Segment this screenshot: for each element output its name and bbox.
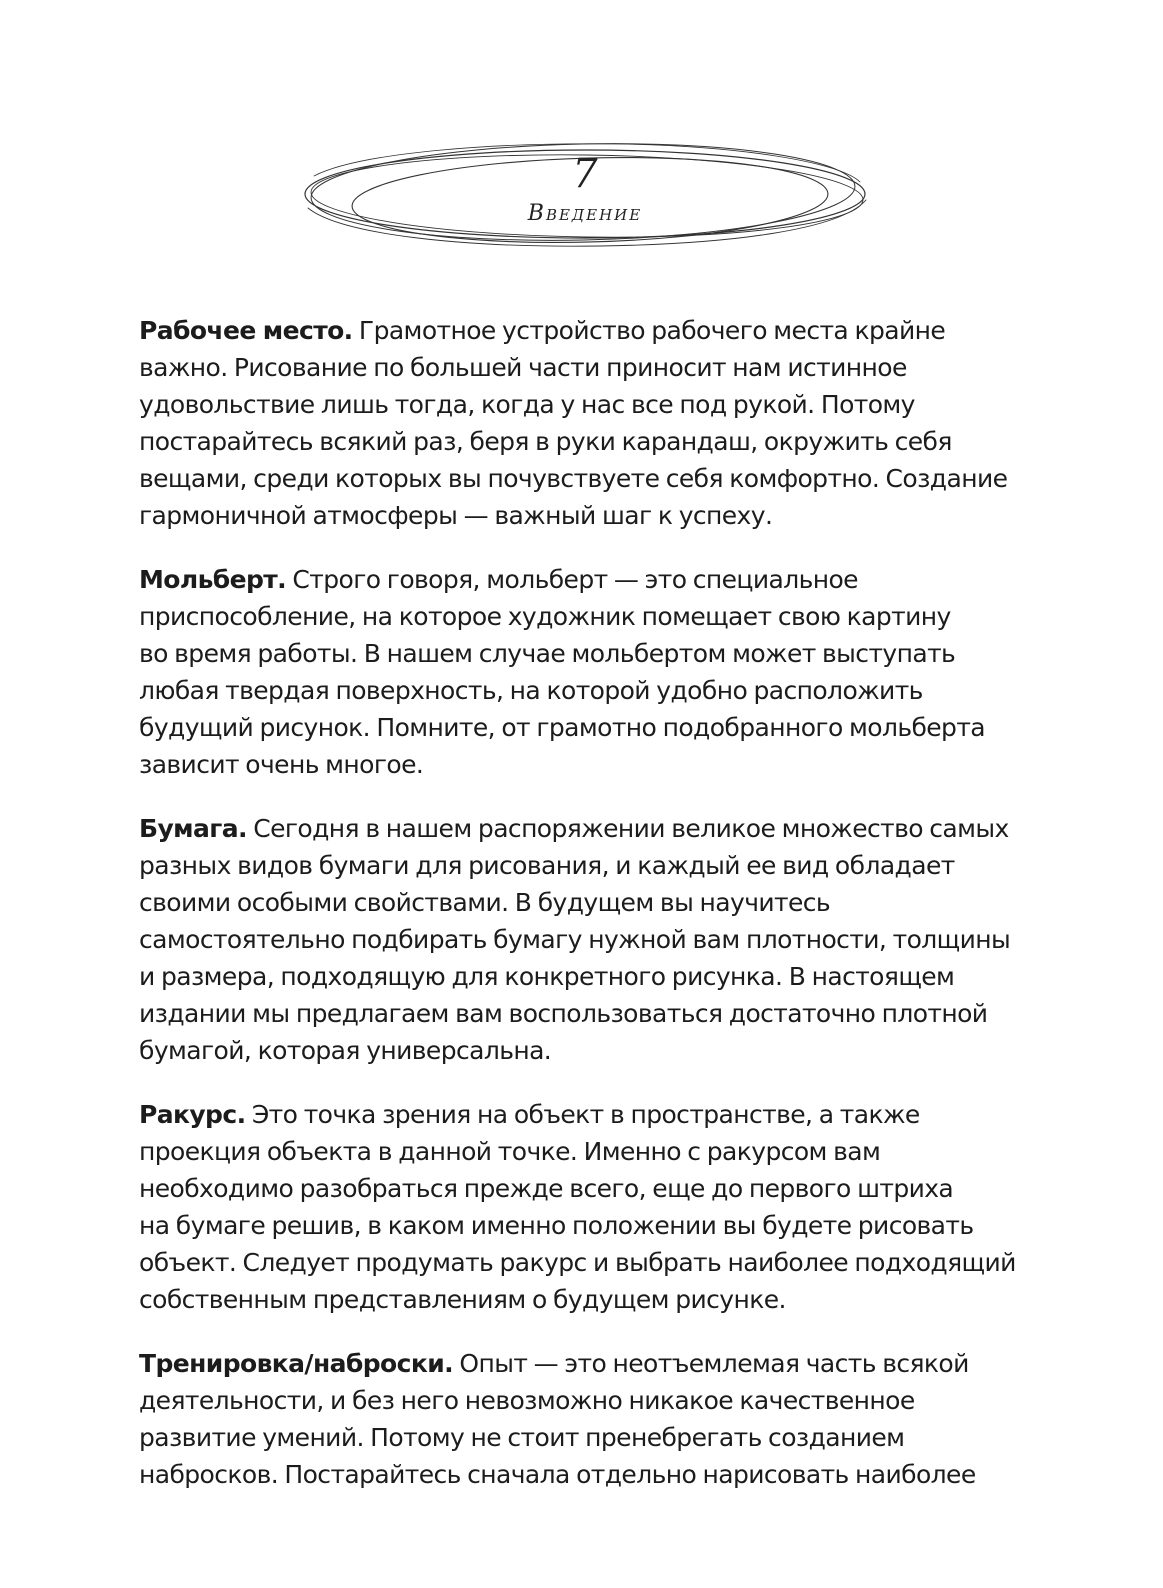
body-text [139,312,1059,1520]
text-line: удовольствие лишь тогда, когда у нас все под рукой. Потому [139,390,915,419]
text-line: Тренировка/наброски. Опыт — это неотъемлемая часть всякой [139,1349,969,1378]
text-line: будущий рисунок. Помните, от грамотно подобранного мольберта [139,713,986,742]
text-line: самостоятельно подбирать бумагу нужной вам плотности, толщины [139,925,1011,954]
term-training: Тренировка/наброски. [139,1349,454,1378]
term-workplace: Рабочее место. [139,316,353,345]
text-line: Мольберт. Строго говоря, мольберт — это специальное [139,565,858,594]
text-line: любая твердая поверхность, на которой удобно расположить [139,676,923,705]
term-easel: Мольберт. [139,565,287,594]
paragraph-workplace [139,312,1059,534]
paragraph-paper [139,810,1059,1069]
text-line: зависит очень многое. [139,750,424,779]
term-paper: Бумага. [139,814,247,843]
text-line: вещами, среди которых вы почувствуете себя комфортно. Создание [139,464,1008,493]
chapter-header [300,138,870,250]
text-line: набросков. Постарайтесь сначала отдельно нарисовать наиболее [139,1460,976,1489]
paragraph-easel [139,561,1059,783]
text-line: приспособление, на которое художник помещает свою картину [139,602,951,631]
text-line: разных видов бумаги для рисования, и каждый ее вид обладает [139,851,955,880]
text-line: проекция объекта в данной точке. Именно с ракурсом вам [139,1137,881,1166]
text-line: Рабочее место. Грамотное устройство рабочего места крайне [139,316,946,345]
text-line: издании мы предлагаем вам воспользоваться достаточно плотной [139,999,988,1028]
text-line: Бумага. Сегодня в нашем распоряжении великое множество самых [139,814,1009,843]
text-line: и размера, подходящую для конкретного рисунка. В настоящем [139,962,955,991]
text-line: Ракурс. Это точка зрения на объект в пространстве, а также [139,1100,920,1129]
text-line: объект. Следует продумать ракурс и выбрать наиболее подходящий [139,1248,1016,1277]
page-number: 7 [572,151,598,197]
text-line: деятельности, и без него невозможно никакое качественное [139,1386,915,1415]
term-angle: Ракурс. [139,1100,246,1129]
paragraph-training [139,1345,1059,1493]
text-line: собственным представлениям о будущем рисунке. [139,1285,786,1314]
text-line: постарайтесь всякий раз, беря в руки карандаш, окружить себя [139,427,952,456]
paragraph-angle [139,1096,1059,1318]
text-line: гармоничной атмосферы — важный шаг к успеху. [139,501,773,530]
text-line: необходимо разобраться прежде всего, еще до первого штриха [139,1174,954,1203]
text-line: своими особыми свойствами. В будущем вы научитесь [139,888,831,917]
text-line: бумагой, которая универсальна. [139,1036,552,1065]
chapter-title: Введение [527,201,643,226]
text-line: развитие умений. Потому не стоит пренебрегать созданием [139,1423,905,1452]
text-line: во время работы. В нашем случае мольбертом может выступать [139,639,956,668]
text-line: важно. Рисование по большей части приносит нам истинное [139,353,907,382]
text-line: на бумаге решив, в каком именно положении вы будете рисовать [139,1211,974,1240]
